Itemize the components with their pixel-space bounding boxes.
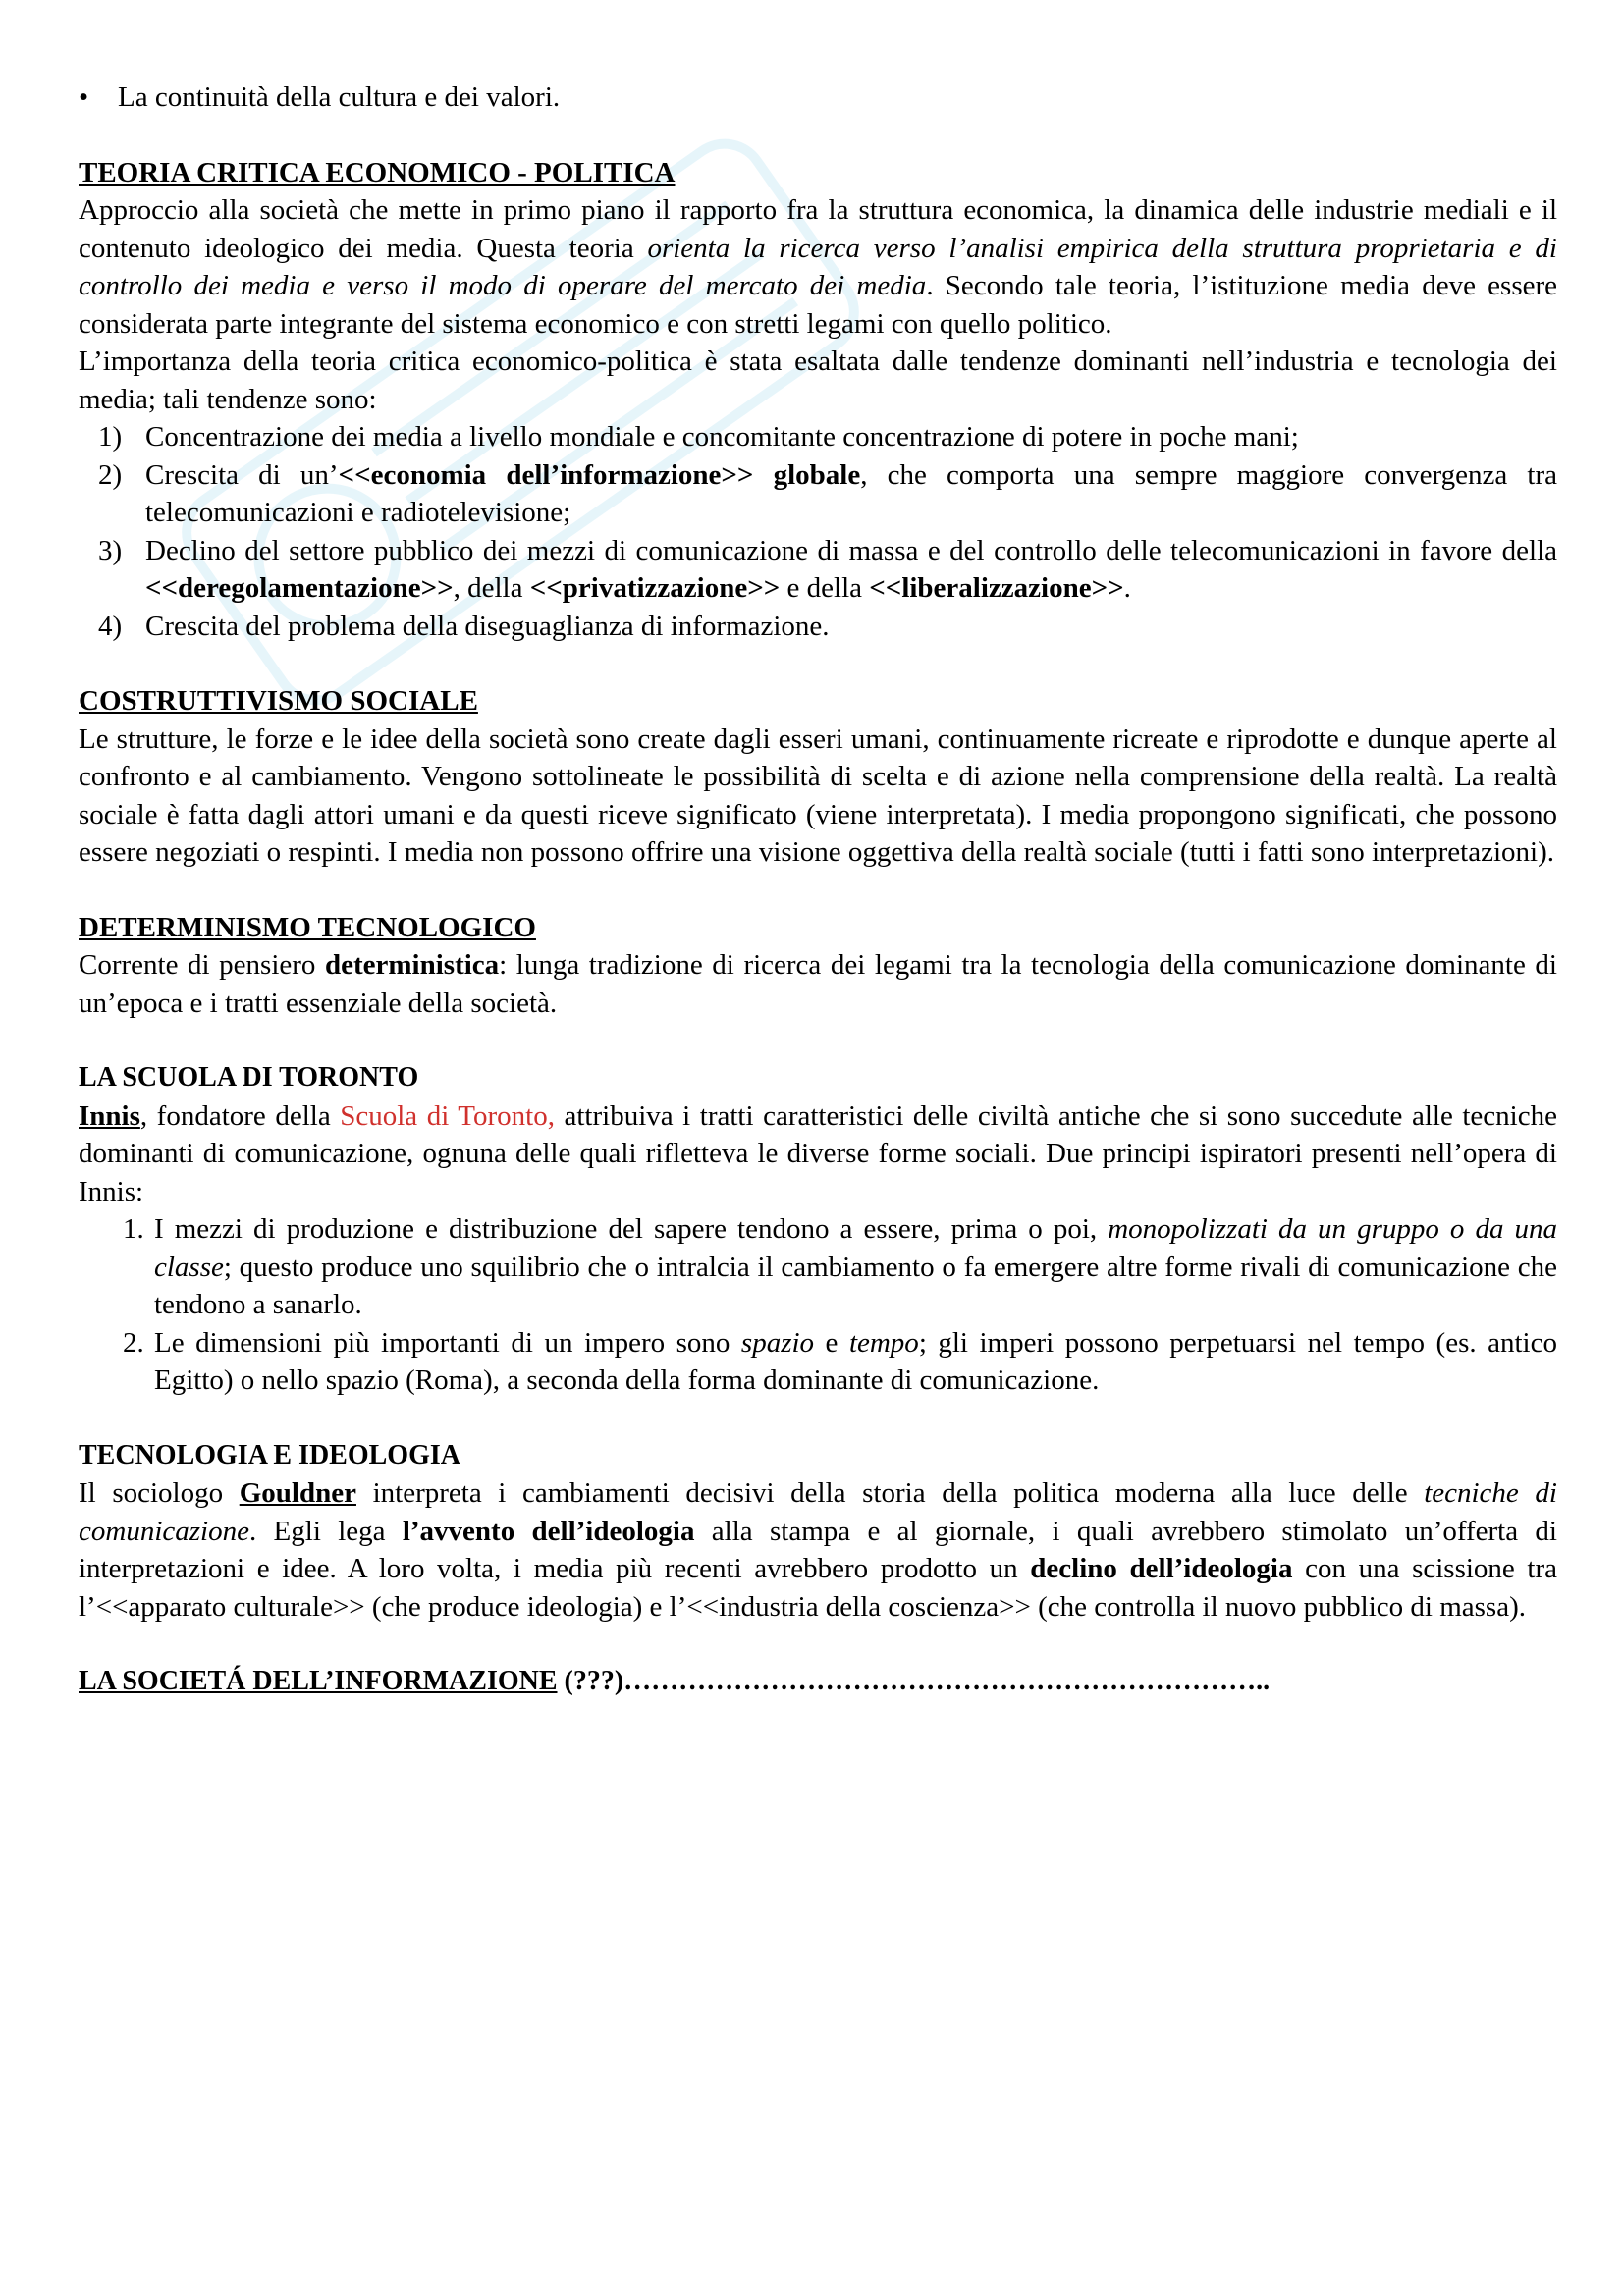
list-item: 1. I mezzi di produzione e distribuzione del sapere tendono a essere, prima o poi, monopolizzati da un gruppo o da una classe; questo produce uno squilibrio che o intralcia il cambiamento o fa emergere altre forme rivali di comunicazione che tendono a sanarlo.: [123, 1213, 1557, 1320]
section-title-societa-informazione: LA SOCIETÁ DELL’INFORMAZIONE (???)……………………………………………………………..: [79, 1666, 1271, 1696]
paragraph-costruttivismo: Le strutture, le forze e le idee della società sono create dagli esseri umani, continuamente ricreate e riprodotte e dunque aperte al confronto e al cambiamento. Vengono sottolineate le possibilità di scelta e di azione nella comprensione della realtà. La realtà sociale è fatta dagli attori umani e da questi riceve significato (viene interpretata). I media propongono significati, che possono essere negoziati o respinti. I media non possono offrire una visione oggettiva della realtà sociale (tutti i fatti sono interpretazioni).: [79, 722, 1557, 868]
section-title-costruttivismo: COSTRUTTIVISMO SOCIALE: [79, 685, 478, 717]
tendenze-list: [79, 418, 1557, 645]
bullet-item: [79, 79, 1557, 117]
paragraph-toronto: Innis, fondatore della Scuola di Toronto, attribuiva i tratti caratteristici delle civiltà antiche che si sono succedute alle tecniche dominanti di comunicazione, ognuna delle quali rifletteva le diverse forme sociali. Due principi ispiratori presenti nell’opera di Innis:: [79, 1099, 1557, 1207]
document-page: [79, 79, 1557, 1701]
list-item: 3) Declino del settore pubblico dei mezzi di comunicazione di massa e del controllo delle telecomunicazioni in favore della <<deregolamentazione>>, della <<privatizzazione>> e della <<liberalizzazione>>.: [98, 534, 1557, 604]
paragraph-tecnologia-ideologia: Il sociologo Gouldner interpreta i cambiamenti decisivi della storia della politica moderna alla luce delle tecniche di comunicazione. Egli lega l’avvento dell’ideologia alla stampa e al giornale, i quali avrebbero stimolato un’offerta di interpretazioni e idee. A loro volta, i media più recenti avrebbero prodotto un declino dell’ideologia con una scissione tra l’<<apparato culturale>> (che produce ideologia) e l’<<industria della coscienza>> (che controlla il nuovo pubblico di massa).: [79, 1477, 1558, 1623]
section-title-teoria-critica: TEORIA CRITICA ECONOMICO - POLITICA: [79, 156, 676, 188]
section-title-tecnologia-ideologia: TECNOLOGIA E IDEOLOGIA: [79, 1439, 460, 1470]
bullet-text: La continuità della cultura e dei valori.: [118, 81, 561, 113]
bullet-dot-icon: •: [79, 81, 89, 113]
list-item: 2) Crescita di un’<<economia dell’informazione>> globale, che comporta una sempre maggiore convergenza tra telecomunicazioni e radiotelevisione;: [98, 458, 1558, 528]
list-item: 4) Crescita del problema della diseguaglianza di informazione.: [98, 610, 830, 642]
principi-list: [79, 1210, 1557, 1400]
section-title-toronto: LA SCUOLA DI TORONTO: [79, 1062, 419, 1093]
paragraph-teoria-critica-1: Approccio alla società che mette in primo piano il rapporto fra la struttura economica, la dinamica delle industrie mediali e il contenuto ideologico dei media. Questa teoria orienta la ricerca verso l’analisi empirica della struttura proprietaria e di controllo dei media e verso il modo di operare del mercato dei media. Secondo tale teoria, l’istituzione media deve essere considerata parte integrante del sistema economico e con stretti legami con quello politico.: [79, 194, 1558, 340]
list-item: 2. Le dimensioni più importanti di un impero sono spazio e tempo; gli imperi possono perpetuarsi nel tempo (es. antico Egitto) o nello spazio (Roma), a seconda della forma dominante di comunicazione.: [123, 1326, 1557, 1396]
list-item: 1) Concentrazione dei media a livello mondiale e concomitante concentrazione di potere in poche mani;: [98, 421, 1299, 453]
section-title-determinismo: DETERMINISMO TECNOLOGICO: [79, 911, 536, 943]
paragraph-teoria-critica-2: L’importanza della teoria critica economico-politica è stata esaltata dalle tendenze dominanti nell’industria e tecnologia dei media; tali tendenze sono:: [79, 346, 1557, 415]
paragraph-determinismo: Corrente di pensiero deterministica: lunga tradizione di ricerca dei legami tra la tecnologia della comunicazione dominante di un’epoca e i tratti essenziale della società.: [79, 949, 1557, 1019]
